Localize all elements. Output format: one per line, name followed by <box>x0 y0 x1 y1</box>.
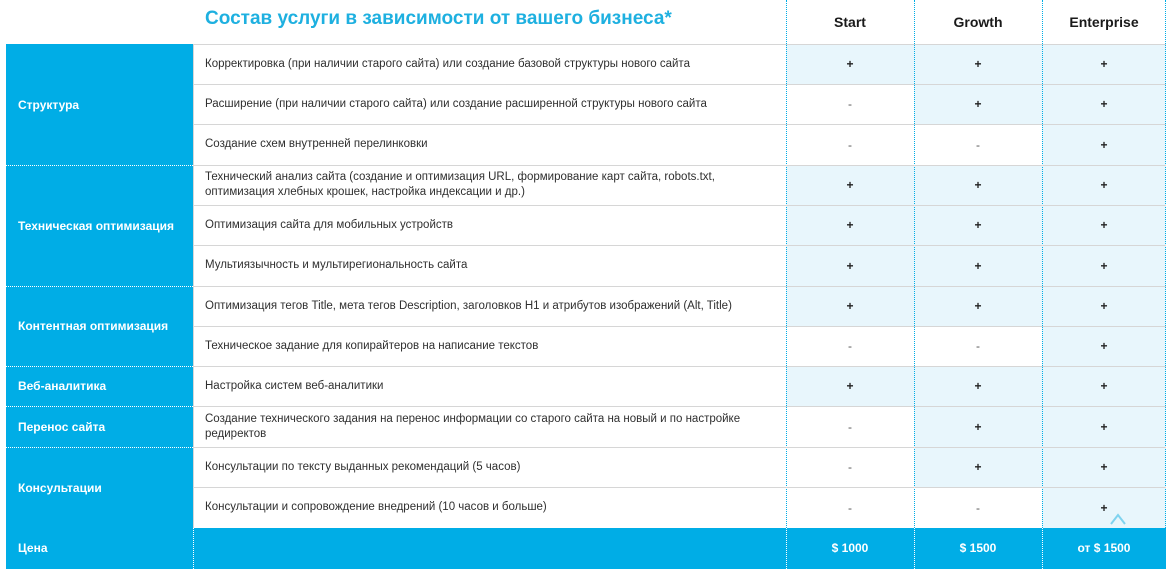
table-row <box>193 44 1166 84</box>
mark-enterprise: + <box>1100 137 1108 152</box>
mark-enterprise: + <box>1100 218 1108 232</box>
mark-growth: + <box>974 379 982 393</box>
table-row <box>193 84 1166 124</box>
mark-start: + <box>846 178 854 192</box>
mark-growth: + <box>974 57 982 71</box>
table-title: Состав услуги в зависимости от вашего бизнеса* <box>205 8 672 29</box>
price-footer <box>6 528 1166 569</box>
mark-growth: + <box>974 460 982 474</box>
mark-growth: - <box>976 137 980 152</box>
price-start: $ 1000 <box>831 541 869 555</box>
mark-start: - <box>848 339 852 353</box>
mark-enterprise: + <box>1100 379 1108 393</box>
price-enterprise: от $ 1500 <box>1077 541 1131 555</box>
table-row <box>193 124 1166 165</box>
mark-enterprise: + <box>1100 178 1108 192</box>
mark-growth: + <box>974 178 982 192</box>
mark-enterprise: + <box>1100 500 1108 515</box>
mark-growth: + <box>974 258 982 273</box>
mark-growth: - <box>976 500 980 515</box>
mark-growth: - <box>976 339 980 353</box>
row-description: Технический анализ сайта (создание и оптимизация URL, формирование карт сайта, robots.txt, оптимизация хлебных крошек, настройка индексации и др.) <box>205 171 715 198</box>
plan-header-enterprise: Enterprise <box>1069 14 1139 30</box>
chevron-up-icon[interactable] <box>1108 512 1128 526</box>
table-row <box>193 245 1166 286</box>
mark-start: - <box>848 419 852 434</box>
mark-start: - <box>848 137 852 152</box>
plan-header-growth: Growth <box>953 14 1003 30</box>
row-description: Создание технического задания на перенос информации со старого сайта на новый и по настройке редиректов <box>205 412 741 440</box>
table-row <box>193 447 1166 487</box>
mark-enterprise: + <box>1100 258 1108 273</box>
mark-start: + <box>846 218 854 232</box>
category-technical-optimization: Техническая оптимизация <box>6 165 193 286</box>
row-description: Мультиязычность и мультирегиональность сайта <box>205 259 468 271</box>
mark-enterprise: + <box>1100 97 1108 111</box>
price-growth: $ 1500 <box>959 541 997 555</box>
mark-start: - <box>848 500 852 515</box>
mark-start: + <box>846 258 854 273</box>
mark-start: + <box>846 57 854 71</box>
table-row <box>193 366 1166 406</box>
table-row <box>193 286 1166 326</box>
row-description: Оптимизация сайта для мобильных устройств <box>205 218 453 231</box>
table-row <box>193 487 1166 528</box>
mark-enterprise: + <box>1100 419 1108 434</box>
mark-start: - <box>848 97 852 111</box>
mark-enterprise: + <box>1100 57 1108 71</box>
category-site-migration: Перенос сайта <box>6 406 193 447</box>
mark-growth: + <box>974 419 982 434</box>
mark-growth: + <box>974 97 982 111</box>
category-structure: Структура <box>6 44 193 165</box>
row-description: Расширение (при наличии старого сайта) или создание расширенной структуры нового сайта <box>205 97 707 110</box>
category-web-analytics: Веб-аналитика <box>6 366 193 406</box>
mark-growth: + <box>974 299 982 313</box>
plan-header-start: Start <box>834 14 866 30</box>
row-description: Консультации и сопровождение внедрений (10 часов и больше) <box>205 501 547 513</box>
mark-growth: + <box>974 218 982 232</box>
mark-enterprise: + <box>1100 339 1108 353</box>
mark-start: + <box>846 379 854 393</box>
table-row <box>193 406 1166 447</box>
row-description: Настройка систем веб-аналитики <box>205 379 384 392</box>
mark-start: - <box>848 460 852 474</box>
category-consultations: Консультации <box>6 447 193 528</box>
price-label: Цена <box>18 541 48 555</box>
row-description: Техническое задание для копирайтеров на написание текстов <box>205 339 539 352</box>
table-row <box>193 205 1166 245</box>
row-description: Консультации по тексту выданных рекомендаций (5 часов) <box>205 460 521 473</box>
row-description: Оптимизация тегов Title, мета тегов Description, заголовков H1 и атрибутов изображений (Alt, Title) <box>205 299 732 312</box>
mark-enterprise: + <box>1100 299 1108 313</box>
mark-start: + <box>846 299 854 313</box>
mark-enterprise: + <box>1100 460 1108 474</box>
table-row <box>193 326 1166 366</box>
row-description: Корректировка (при наличии старого сайта) или создание базовой структуры нового сайта <box>205 57 690 70</box>
table-row <box>193 165 1166 205</box>
row-description: Создание схем внутренней перелинковки <box>205 138 428 150</box>
category-content-optimization: Контентная оптимизация <box>6 286 193 366</box>
